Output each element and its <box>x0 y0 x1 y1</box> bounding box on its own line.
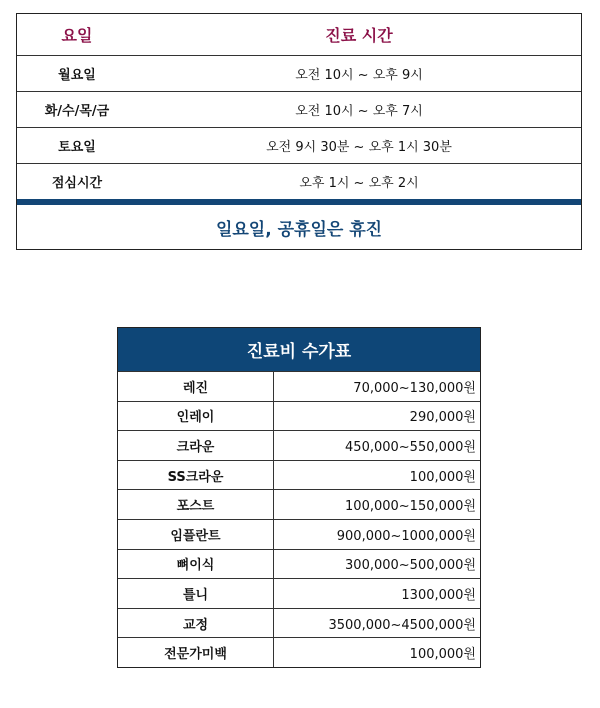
price-row <box>118 578 480 608</box>
hours-row <box>17 163 581 199</box>
hours-header-row <box>17 14 581 55</box>
price-row <box>118 519 480 549</box>
price-cost: 300,000~500,000원 <box>345 558 476 574</box>
hours-time: 오전 10시 ~ 오후 7시 <box>295 104 423 119</box>
hours-time: 오후 1시 ~ 오후 2시 <box>299 176 419 191</box>
price-item: 전문가미백 <box>118 638 274 667</box>
price-row <box>118 430 480 460</box>
hours-time: 오전 9시 30분 ~ 오후 1시 30분 <box>266 140 452 155</box>
price-row <box>118 401 480 431</box>
hours-day: 화/수/목/금 <box>44 104 110 119</box>
price-item: 뼈이식 <box>118 550 274 579</box>
price-cost: 3500,000~4500,000원 <box>328 617 476 633</box>
hours-row <box>17 55 581 91</box>
price-item: 포스트 <box>118 490 274 519</box>
closed-notice: 일요일, 공휴일은 휴진 <box>215 219 383 240</box>
price-cost: 450,000~550,000원 <box>345 439 476 455</box>
clinic-hours-table <box>16 13 582 250</box>
price-item: 크라운 <box>118 431 274 460</box>
price-cost: 290,000원 <box>409 410 476 426</box>
price-item: 레진 <box>118 372 274 401</box>
price-item: SS크라운 <box>118 461 274 490</box>
price-row <box>118 549 480 579</box>
price-row <box>118 608 480 638</box>
price-row <box>118 489 480 519</box>
price-cost: 100,000원 <box>409 469 476 485</box>
price-row <box>118 371 480 401</box>
price-cost: 100,000~150,000원 <box>345 499 476 515</box>
hours-row <box>17 127 581 163</box>
time-column-header: 진료 시간 <box>325 26 393 45</box>
price-item: 교정 <box>118 609 274 638</box>
day-column-header: 요일 <box>61 26 93 45</box>
hours-day: 토요일 <box>58 140 96 155</box>
price-item: 임플란트 <box>118 520 274 549</box>
price-cost: 70,000~130,000원 <box>353 380 476 396</box>
hours-day: 월요일 <box>58 68 96 83</box>
hours-time: 오전 10시 ~ 오후 9시 <box>295 68 423 83</box>
price-item: 틀니 <box>118 579 274 608</box>
price-table-title: 진료비 수가표 <box>118 328 480 371</box>
price-cost: 100,000원 <box>409 647 476 663</box>
price-row <box>118 460 480 490</box>
hours-row <box>17 91 581 127</box>
price-cost: 1300,000원 <box>401 587 476 603</box>
price-table <box>117 327 481 668</box>
price-row <box>118 637 480 667</box>
hours-day: 점심시간 <box>51 176 103 191</box>
price-item: 인레이 <box>118 402 274 431</box>
price-cost: 900,000~1000,000원 <box>336 528 476 544</box>
